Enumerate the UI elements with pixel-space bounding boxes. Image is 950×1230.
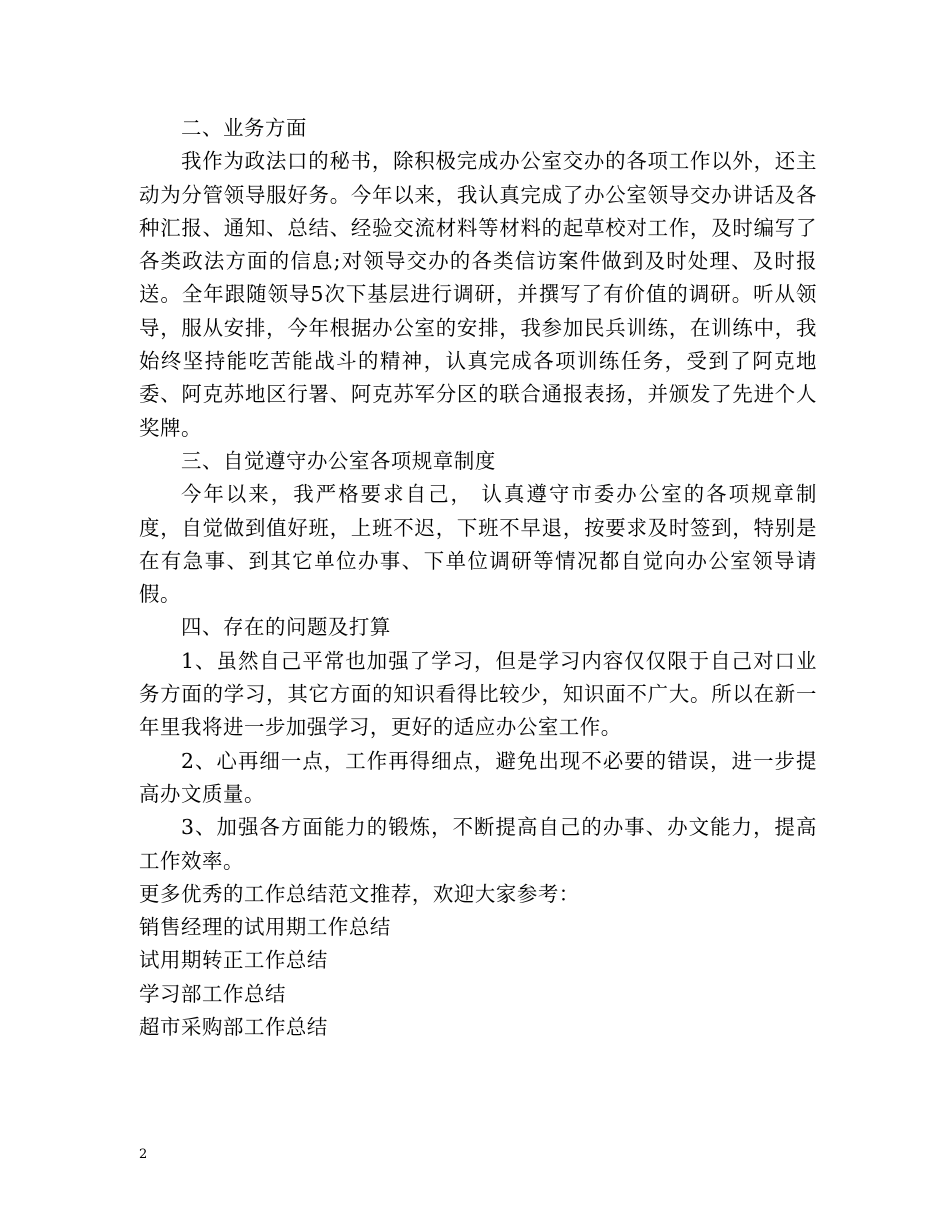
section-body-business: 我作为政法口的秘书，除积极完成办公室交办的各项工作以外，还主动为分管领导服好务。今年以来，我认真完成了办公室领导交办讲话及各种汇报、通知、总结、经验交流材料等材料的起草校对工作，及时编写了各类政法方面的信息;对领导交办的各类信访案件做到及时处理、及时报送。全年跟随领导5次下基层进行调研，并撰写了有价值的调研。听从领导，服从安排，今年根据办公室的安排，我参加民兵训练，在训练中，我始终坚持能吃苦能战斗的精神，认真完成各项训练任务，受到了阿克地委、阿克苏地区行署、阿克苏军分区的联合通报表扬，并颁发了先进个人奖牌。 [139,149,817,440]
section-heading-rules: 三、自觉遵守办公室各项规章制度 [181,448,496,473]
recommendation-link[interactable]: 学习部工作总结 [139,981,286,1006]
document-body [139,112,817,1044]
section-heading-problems: 四、存在的问题及打算 [181,615,391,640]
page-number: 2 [139,1147,148,1162]
recommendation-links [139,911,817,1044]
recommendation-link[interactable]: 销售经理的试用期工作总结 [139,915,391,940]
section-body-rules: 今年以来，我严格要求自己， 认真遵守市委办公室的各项规章制度，自觉做到值好班，上班不迟，下班不早退，按要求及时签到，特别是在有急事、到其它单位办事、下单位调研等情况都自觉向办公室领导请假。 [139,482,817,607]
section-heading-business: 二、业务方面 [181,116,307,140]
problem-item-1: 1、虽然自己平常也加强了学习，但是学习内容仅仅限于自己对口业务方面的学习，其它方面的知识看得比较少，知识面不广大。所以在新一年里我将进一步加强学习，更好的适应办公室工作。 [139,648,817,740]
problem-item-2: 2、心再细一点，工作再得细点，避免出现不必要的错误，进一步提高办文质量。 [139,748,817,806]
recommendation-link[interactable]: 超市采购部工作总结 [139,1015,328,1040]
recommendation-link[interactable]: 试用期转正工作总结 [139,948,328,973]
problem-item-3: 3、加强各方面能力的锻炼，不断提高自己的办事、办文能力，提高工作效率。 [139,815,817,873]
recommendations-intro: 更多优秀的工作总结范文推荐，欢迎大家参考： [139,881,580,906]
